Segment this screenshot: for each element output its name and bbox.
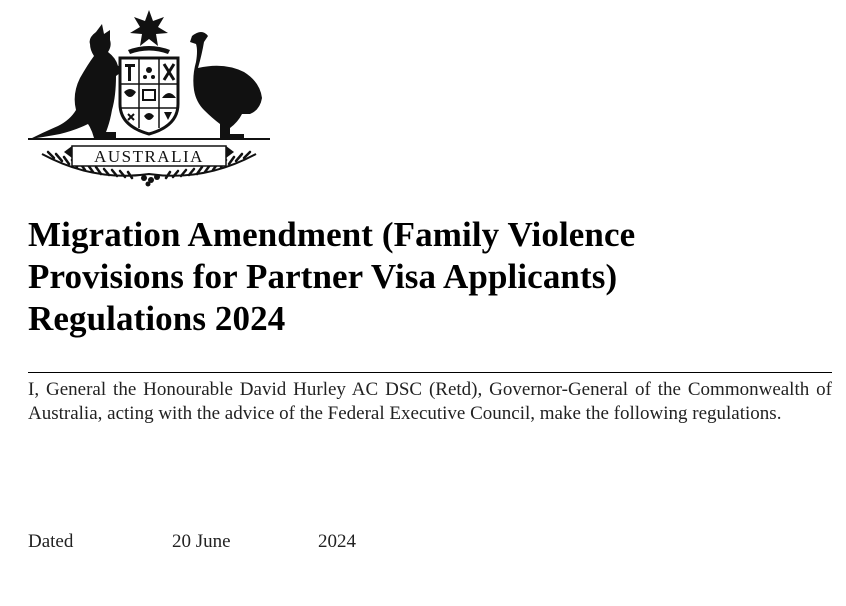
emu-icon — [190, 32, 262, 138]
title-line-2: Provisions for Partner Visa Applicants) — [28, 257, 618, 296]
regulation-title — [28, 214, 808, 340]
dated-year: 2024 — [318, 531, 356, 552]
motto-scroll — [64, 146, 234, 166]
title-line-3: Regulations 2024 — [28, 299, 286, 338]
motto-text: AUSTRALIA — [94, 147, 204, 166]
title-line-1: Migration Amendment (Family Violence — [28, 215, 636, 254]
dated-day-month: 20 June — [172, 531, 231, 552]
title-divider — [28, 372, 832, 373]
coat-of-arms-emblem — [24, 6, 274, 188]
enacting-preamble: I, General the Honourable David Hurley AC DSC (Retd), Governor-General of the Commonwealth of Australia, acting with the advice of the Federal Executive Council, make the following regulations. — [28, 379, 832, 424]
dated-label: Dated — [28, 531, 74, 552]
shield-icon — [120, 58, 178, 134]
commonwealth-star-icon — [130, 10, 168, 46]
kangaroo-icon — [30, 24, 124, 139]
